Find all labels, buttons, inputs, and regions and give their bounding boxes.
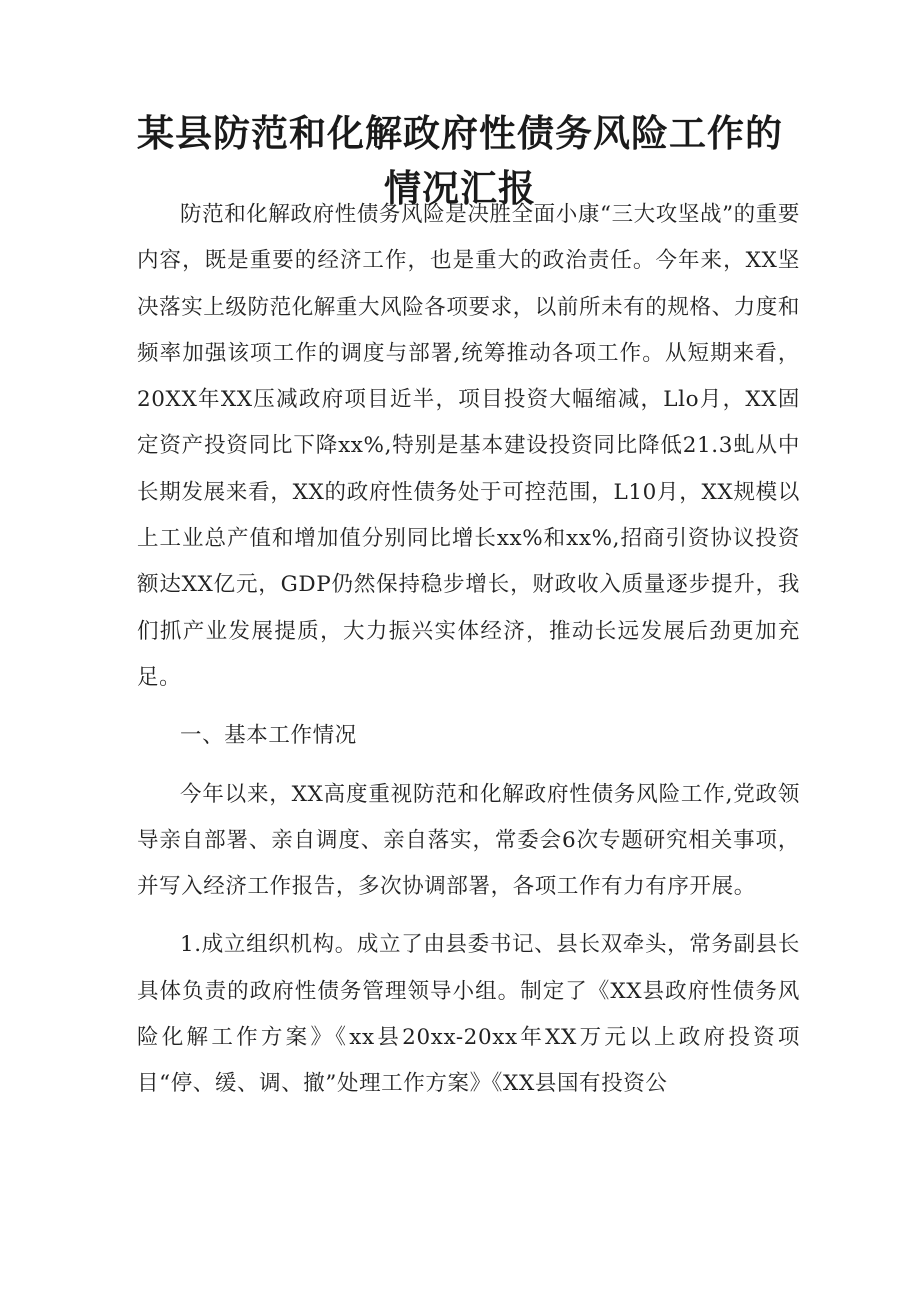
document-title-line-2: 情况汇报 bbox=[384, 167, 536, 210]
paragraph-overview: 今年以来，XX高度重视防范和化解政府性债务风险工作,党政领导亲自部署、亲自调度、亲自落实，常委会6次专题研究相关事项，并写入经济工作报告，多次协调部署，各项工作有力有序开展。 bbox=[137, 781, 800, 900]
document-body bbox=[137, 192, 800, 1108]
section-heading-basic-situation: 一、基本工作情况 bbox=[180, 723, 357, 749]
paragraph-organization: 1.成立组织机构。成立了由县委书记、县长双牵头，常务副县长具体负责的政府性债务管理领导小组。制定了《XX县政府性债务风险化解工作方案》《xx县20xx-20xx年XX万元以上政府投资项目“停、缓、调、撤”处理工作方案》《XX县国有投资公 bbox=[137, 932, 800, 1097]
document-title-line-1: 某县防范和化解政府性债务风险工作的 bbox=[137, 112, 783, 155]
paragraph-intro: 防范和化解政府性债务风险是决胜全面小康“三大攻坚战”的重要内容，既是重要的经济工作，也是重大的政治责任。今年来，XX坚决落实上级防范化解重大风险各项要求，以前所未有的规格、力度和频率加强该项工作的调度与部署,统筹推动各项工作。从短期来看，20XX年XX压减政府项目近半，项目投资大幅缩减，Llo月，XX固定资产投资同比下降xx%,特别是基本建设投资同比降低21.3虬从中长期发展来看，XX的政府性债务处于可控范围，L10月，XX规模以上工业总产值和增加值分别同比增长xx%和xx%,招商引资协议投资额达XX亿元，GDP仍然保持稳步增长，财政收入质量逐步提升，我们抓产业发展提质，大力振兴实体经济，推动长远发展后劲更加充足。 bbox=[137, 202, 801, 690]
